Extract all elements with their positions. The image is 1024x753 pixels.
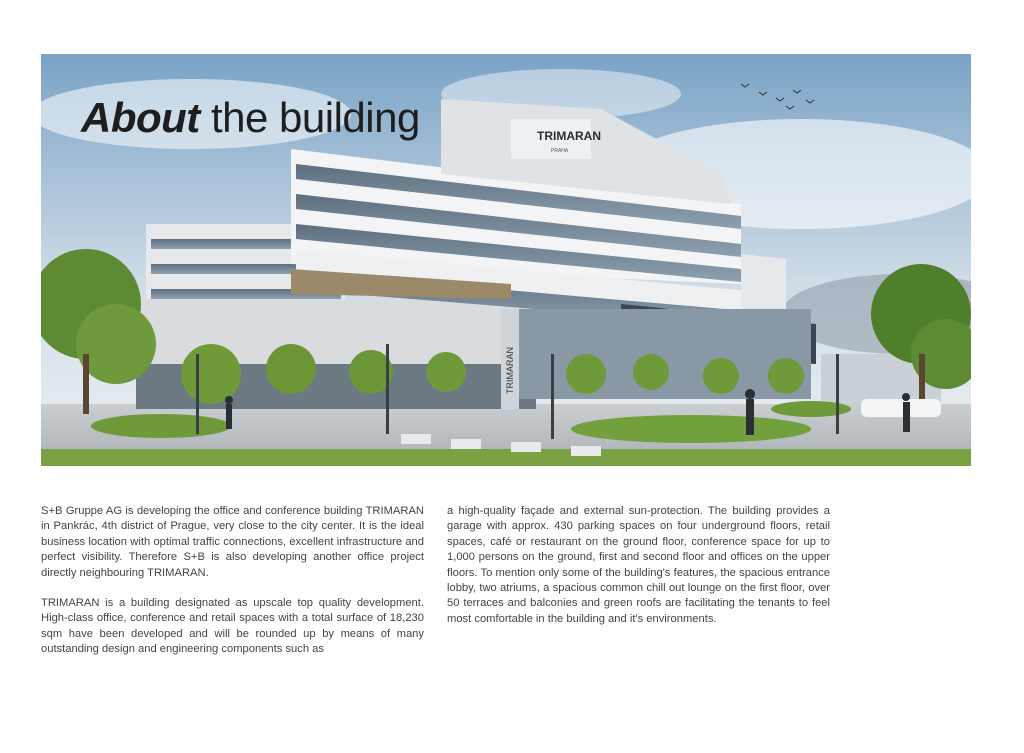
title-rest: the building [210, 94, 420, 141]
body-paragraph: a high-quality façade and external sun-protection. The building provides a garage with approx. 430 parking spaces on four underground floors, retail spaces, café or restaurant on the ground floor, conference space for up to 1,000 persons on the ground, first and second floor and offices on the upper floors. To mention only some of the building's features, the spacious entrance lobby, two atriums, a spacious common chill out lounge on the first floor, over 50 terraces and balconies and green roofs are facilitating the tenants to feel most comfortable in the building and it's environments. [447, 505, 830, 625]
vertical-sign-text: TRIMARAN [505, 347, 515, 394]
roof-sign-subtext: PRAHA [551, 148, 569, 154]
body-column-right [447, 504, 830, 642]
roof-sign-text: TRIMARAN [537, 129, 601, 143]
body-paragraph: S+B Gruppe AG is developing the office and conference building TRIMARAN in Pankrác, 4th district of Prague, very close to the city center. It is the ideal business location with optimal traffic connections, excellent infrastructure and perfect visibility. Therefore S+B is also developing another office project directly neighbouring TRIMARAN. [41, 505, 424, 579]
page-title [81, 94, 420, 142]
title-bold: About [81, 94, 200, 141]
body-paragraph: TRIMARAN is a building designated as upscale top quality development. High-class office, conference and retail spaces with a total surface of 18,230 sqm have been developed and will be rounded up by means of many outstanding design and engineering components such as [41, 597, 424, 656]
body-column-left [41, 504, 424, 673]
hero-image [41, 54, 971, 466]
